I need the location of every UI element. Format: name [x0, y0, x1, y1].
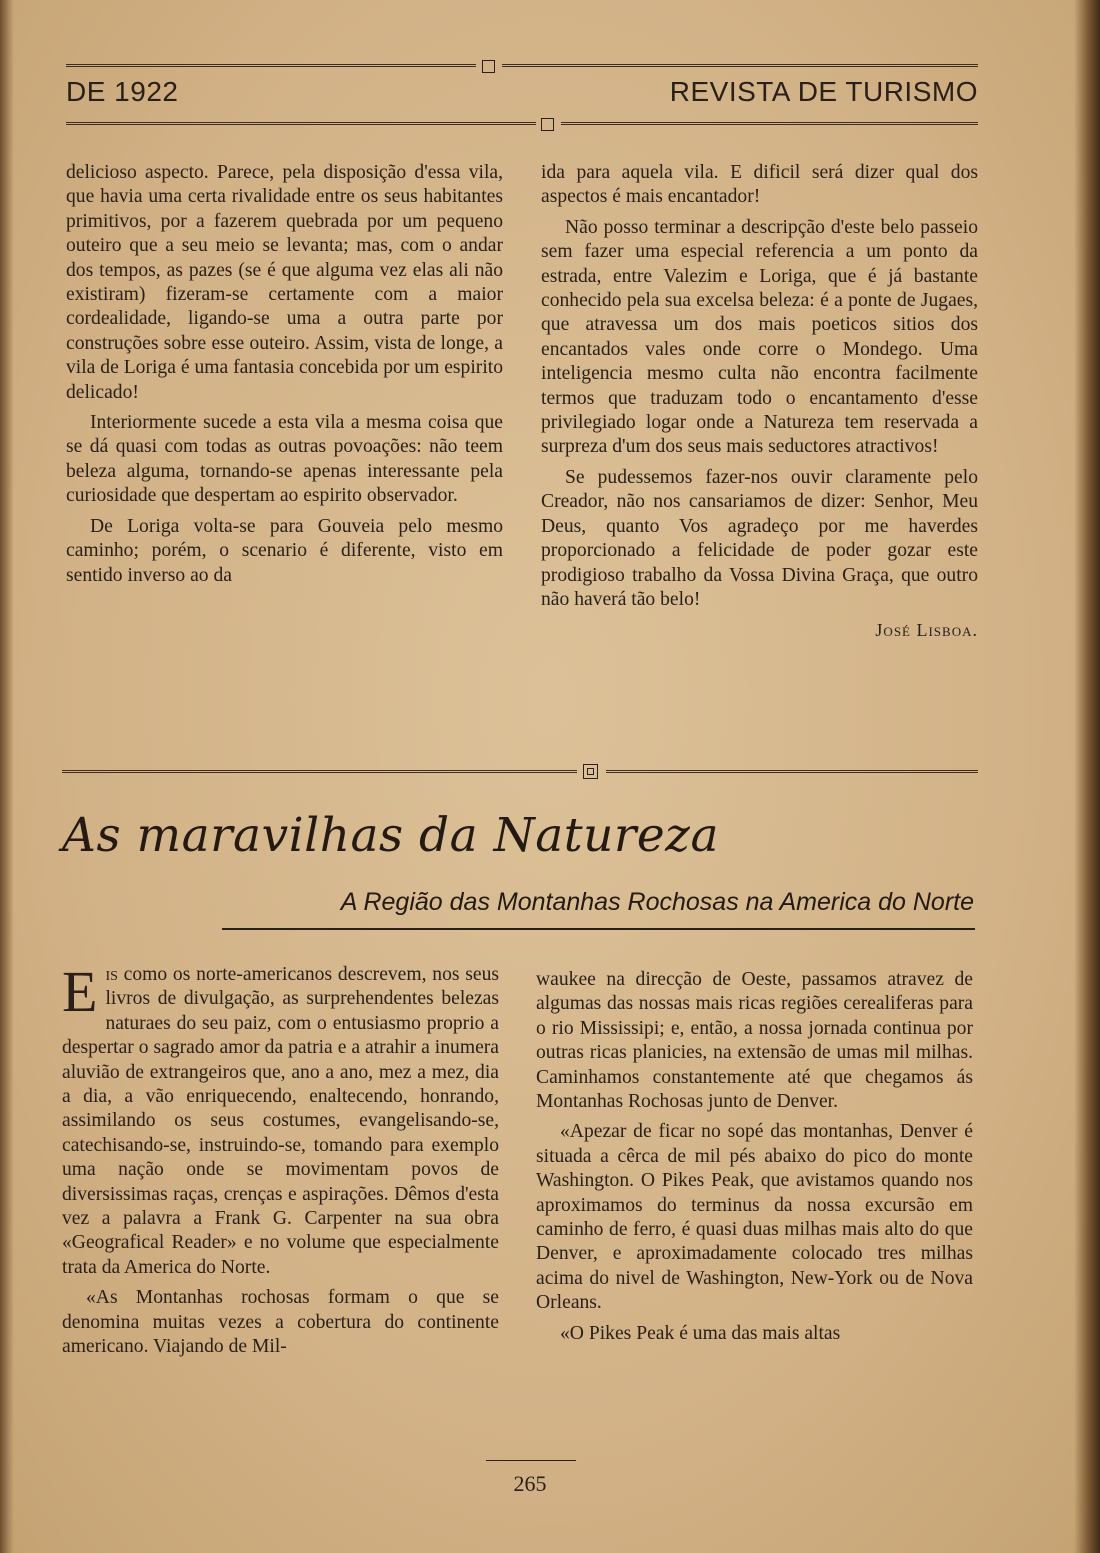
paragraph: ida para aquela vila. E dificil será dizer qual dos aspectos é mais encantador!	[541, 162, 978, 208]
footer-rule	[486, 1460, 576, 1461]
header-ornament-square-2	[541, 118, 554, 131]
header-rule-top-left	[66, 64, 476, 67]
paragraph: «As Montanhas rochosas formam o que se denomina muitas vezes a cobertura do continente americano. Viajando de Mil-	[62, 1287, 499, 1358]
page-number: 265	[513, 1471, 547, 1496]
paragraph: «O Pikes Peak é uma das mais altas	[560, 1322, 841, 1344]
paragraph: Interiormente sucede a esta vila a mesma coisa que se dá quasi com todas as outras povoações: não teem beleza alguma, tornando-se apenas interessante pela curiosidade que despertam ao espirito observador.	[66, 412, 503, 507]
article-subtitle: A Região das Montanhas Rochosas na America do Norte	[340, 888, 974, 916]
paragraph: Não posso terminar a descripção d'este belo passeio sem fazer uma especial referencia a um ponto da estrada, entre Valezim e Loriga, que é já bastante conhecido pela sua excelsa beleza: é a ponte de Jugaes, que atravessa um dos mais poeticos sitios dos encantados vales onde corre o Mondego. Uma inteligencia mesmo culta não encontra facilmente termos que traduzam todo o encantamento d'esse privilegiado logar onde a Natureza tem reservada a surpreza d'um dos seus mais seductores atractivos!	[541, 216, 978, 458]
header-date: DE 1922	[66, 76, 179, 107]
top-left-column	[66, 161, 503, 588]
paragraph	[62, 959, 499, 1280]
paragraph: De Loriga volta-se para Gouveia pelo mesmo caminho; porém, o scenario é diferente, visto em sentido inverso ao da	[66, 515, 503, 586]
paragraph: Se pudessemos fazer-nos ouvir claramente pelo Creador, não nos cansariamos de dizer: Senhor, Meu Deus, quanto Vos agradeço por me haverdes proporcionado a felicidade de poder gozar este prodigioso trabalho da Vossa Divina Graça, que outro não haverá tão belo!	[541, 466, 978, 610]
section-divider-left	[62, 770, 577, 773]
section-divider-ornament	[583, 764, 598, 779]
drop-cap: E	[62, 959, 98, 1024]
header-rule-bottom-left	[66, 122, 536, 125]
lead-in-smallcaps: is	[105, 964, 118, 985]
top-right-column	[541, 161, 978, 643]
header-magazine-title: REVISTA DE TURISMO	[669, 76, 978, 107]
header-rule-bottom-right	[561, 122, 978, 125]
author-signature: José Lisboa.	[875, 620, 978, 641]
section-divider-right	[606, 770, 978, 773]
paragraph-text: como os norte-americanos descrevem, nos seus livros de divulgação, as surprehendentes belezas naturaes do seu paiz, com o entusiasmo proprio a despertar o sagrado amor da patria e a atrahir a inumera aluvião de extrangeiros que, ano a ano, mez a mez, dia a dia, a vão enriquecendo, enaltecendo, honrando, assimilando os seus costumes, evangelisando-se, catechisando-se, instruindo-se, tomando para exemplo uma nação onde se movimentam povos de diversissimas raças, crenças e aspirações. Dêmos d'esta vez a palavra a Frank G. Carpenter na sua obra «Geografical Reader» e no volume que especialmente trata da America do Norte.	[62, 964, 499, 1278]
subtitle-underline	[222, 928, 975, 930]
paragraph: «Apezar de ficar no sopé das montanhas, Denver é situada a cêrca de mil pés abaixo do pico do monte Washington. O Pikes Peak, que avistamos quando nos aproximamos do terminus da nossa excursão em caminho de ferro, é quasi duas milhas mais alto do que Denver, e aproximadamente colocado tres milhas acima do nivel de Washington, New-York ou de Nova Orleans.	[536, 1121, 973, 1314]
header-ornament-square	[482, 60, 495, 73]
page-edge-left	[0, 0, 14, 1553]
header-rule-top-right	[502, 64, 978, 67]
binding-edge-right	[1074, 0, 1100, 1553]
paragraph: waukee na direcção de Oeste, passamos atravez de algumas das nossas mais ricas regiões cerealiferas para o rio Mississipi; e, então, a nossa jornada continua por outras ricas planicies, na extensão de umas mil milhas. Caminhamos constantemente até que chegamos ás Montanhas Rochosas junto de Denver.	[536, 969, 973, 1113]
paragraph: delicioso aspecto. Parece, pela disposição d'essa vila, que havia uma certa rivalidade entre os seus habitantes primitivos, por a fazerem quebrada por um pequeno outeiro que a seu meio se levanta; mas, com o andar dos tempos, as pazes (se é que alguma vez elas ali não existiram) fizeram-se certamente com a maior cordealidade, ligando-se uma a outra parte por construções sobre esse outeiro. Assim, vista de longe, a vila de Loriga é uma fantasia concebida por um espirito delicado!	[66, 162, 503, 403]
article-left-column	[62, 959, 499, 1360]
article-right-column	[536, 968, 973, 1346]
article-title: As maravilhas da Natureza	[62, 808, 719, 863]
